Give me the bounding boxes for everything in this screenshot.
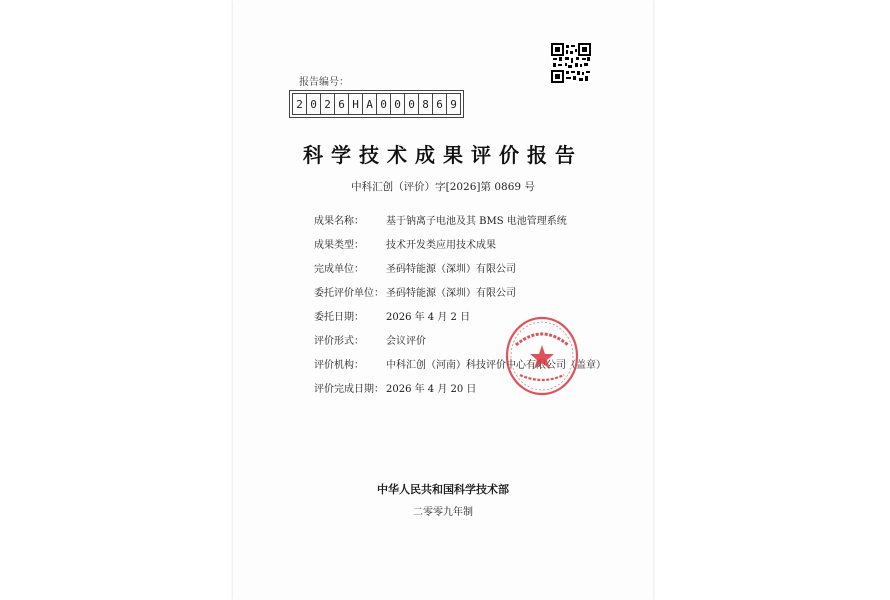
document-number: 中科汇创（评价）字[2026]第 0869 号 xyxy=(351,181,535,193)
field-completing-unit xyxy=(314,255,614,279)
field-label-text: 成果类型： xyxy=(314,239,364,251)
field-label xyxy=(314,284,386,299)
official-seal-icon xyxy=(504,315,580,397)
field-value: 2026 年 4 月 20 日 xyxy=(386,383,477,395)
field-label-text: 委托日期： xyxy=(314,311,364,323)
report-number-digit: 0 xyxy=(376,93,390,115)
report-number-digit: 2 xyxy=(292,93,306,115)
field-label-text: 成果名称： xyxy=(314,215,364,227)
field-label xyxy=(314,332,386,347)
field-label-text: 评价完成日期： xyxy=(314,383,384,395)
field-label xyxy=(314,308,386,323)
field-label-text: 委托评价单位： xyxy=(314,287,384,299)
report-number-digit: 0 xyxy=(306,93,320,115)
report-number-digit: 9 xyxy=(446,93,461,115)
qr-code-icon[interactable] xyxy=(551,43,591,83)
field-label xyxy=(314,380,386,395)
report-number-digit: A xyxy=(362,93,376,115)
field-value: 圣码特能源（深圳）有限公司 xyxy=(386,287,516,299)
field-label-text: 评价形式： xyxy=(314,335,364,347)
field-value: 基于钠离子电池及其 BMS 电池管理系统 xyxy=(386,215,567,227)
field-value: 2026 年 4 月 2 日 xyxy=(386,311,471,323)
edition-year: 二零零九年制 xyxy=(413,507,473,518)
field-value: 技术开发类应用技术成果 xyxy=(386,239,496,251)
report-number-boxes xyxy=(292,93,461,115)
field-commissioning-unit xyxy=(314,279,614,303)
field-label-text: 完成单位： xyxy=(314,263,364,275)
field-achievement-type xyxy=(314,231,614,255)
report-number-digit: H xyxy=(348,93,362,115)
field-achievement-name xyxy=(314,207,614,231)
report-number-digit: 6 xyxy=(432,93,446,115)
report-number-digit: 6 xyxy=(334,93,348,115)
field-label xyxy=(314,212,386,227)
report-number-digit: 2 xyxy=(320,93,334,115)
page-title: 科学技术成果评价报告 xyxy=(303,143,583,167)
report-number-digit: 0 xyxy=(390,93,404,115)
issuing-ministry: 中华人民共和国科学技术部 xyxy=(377,483,509,496)
field-label xyxy=(314,356,386,371)
field-label-text: 评价机构： xyxy=(314,359,364,371)
field-value: 中科汇创（河南）科技评价中心有限公司（盖章） xyxy=(386,359,606,371)
field-value: 会议评价 xyxy=(386,335,426,347)
field-value: 圣码特能源（深圳）有限公司 xyxy=(386,263,516,275)
report-number-digit: 0 xyxy=(404,93,418,115)
field-label xyxy=(314,236,386,251)
report-number-digit: 8 xyxy=(418,93,432,115)
report-number-label: 报告编号： xyxy=(299,77,349,88)
field-label xyxy=(314,260,386,275)
